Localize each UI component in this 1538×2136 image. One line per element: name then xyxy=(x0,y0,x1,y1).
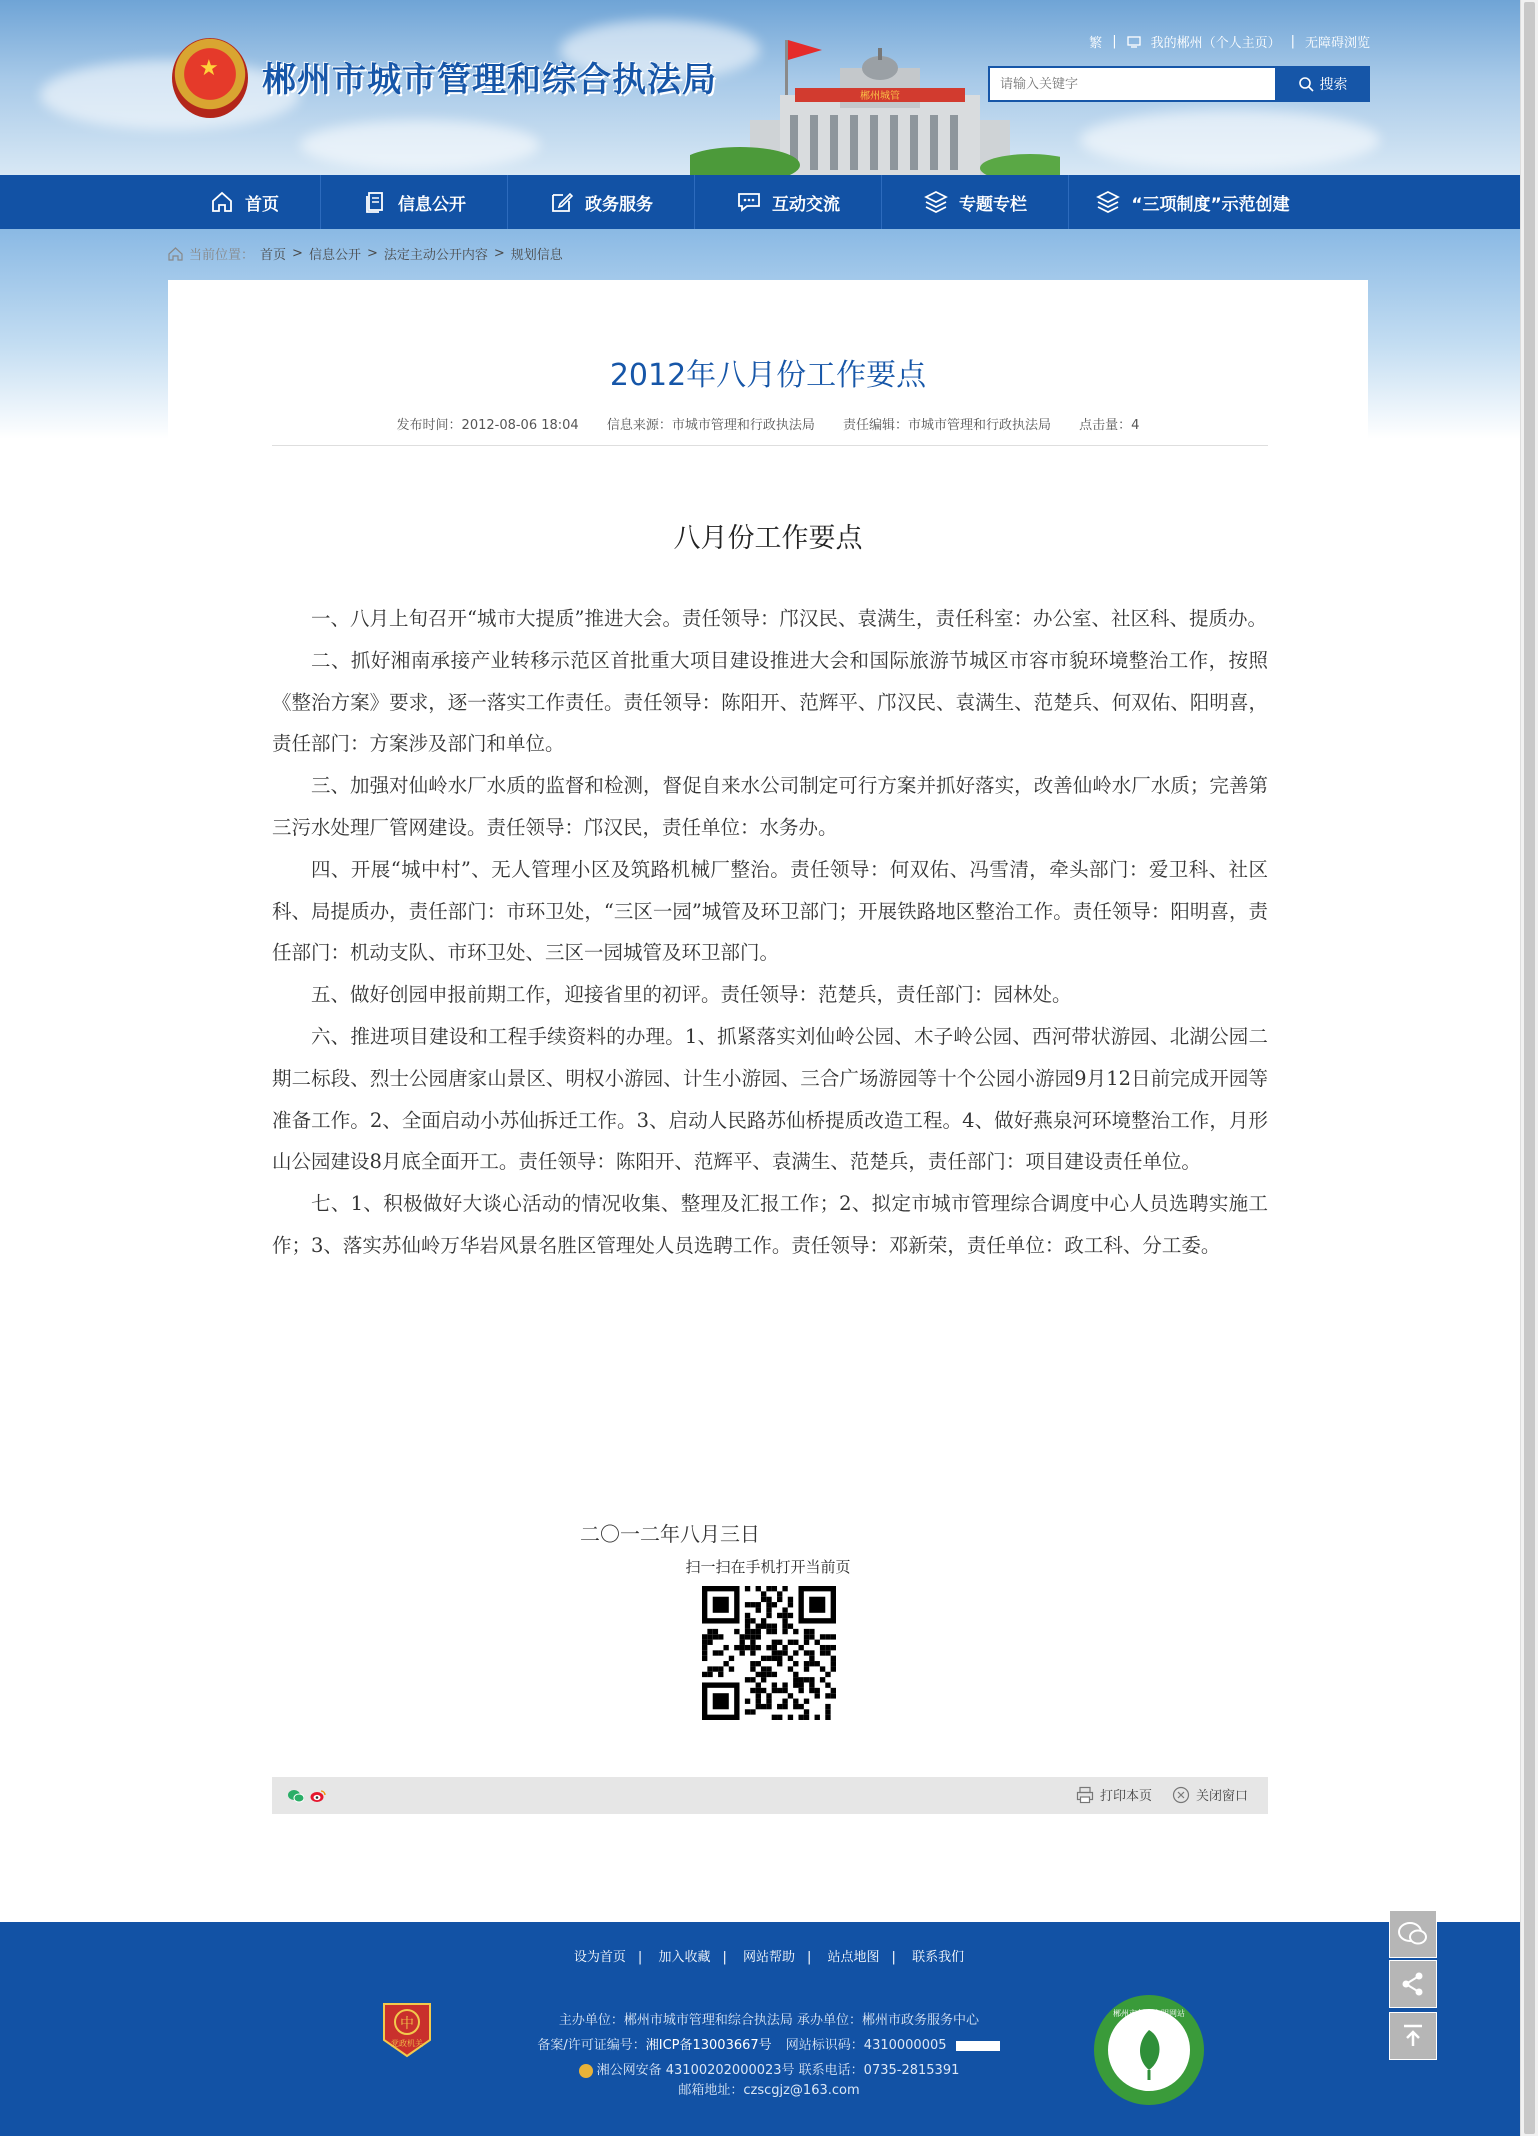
search-input[interactable] xyxy=(988,66,1275,102)
breadcrumb-sep: > xyxy=(292,246,303,261)
separator: | xyxy=(1290,34,1295,49)
email-line: 邮箱地址：czscgjz@163.com xyxy=(678,2083,860,2098)
svg-text:郴州城管: 郴州城管 xyxy=(860,91,900,102)
site-footer xyxy=(0,1922,1520,2136)
breadcrumb xyxy=(168,244,563,263)
nav-label: “三项制度”示范创建 xyxy=(1131,194,1290,215)
separator: | xyxy=(807,1950,812,1965)
site-title[interactable]: 郴州市城市管理和综合执法局 xyxy=(262,60,717,100)
nav-label: 信息公开 xyxy=(398,194,466,215)
site-header xyxy=(0,0,1520,175)
breadcrumb-prefix: 当前位置： xyxy=(189,248,255,263)
icp-link[interactable]: 湘ICP备13003667号 xyxy=(645,2038,772,2053)
wechat-share-icon[interactable] xyxy=(288,1789,304,1803)
footer-link-contact[interactable]: 联系我们 xyxy=(912,1950,965,1965)
svg-text:郴州市创建文明网站: 郴州市创建文明网站 xyxy=(1113,2009,1185,2018)
editor: 责任编辑：市城市管理和行政执法局 xyxy=(843,418,1052,433)
building-illustration xyxy=(690,40,1060,175)
nav-label: 互动交流 xyxy=(772,194,840,215)
top-links xyxy=(1089,32,1370,51)
nav-label: 首页 xyxy=(245,194,279,215)
article-panel xyxy=(168,280,1368,1910)
layers-icon xyxy=(1095,189,1121,215)
chat-icon xyxy=(736,189,762,215)
paragraph: 一、八月上旬召开“城市大提质”推进大会。责任领导：邝汉民、袁满生，责任科室：办公室、社区科、提质办。 xyxy=(311,607,1267,630)
site-id-badge-icon xyxy=(955,2040,1001,2052)
nav-item-interaction[interactable] xyxy=(695,175,882,229)
home-icon xyxy=(168,247,183,261)
search-icon xyxy=(1298,76,1314,92)
footer-info xyxy=(0,2008,1520,2099)
nav-item-gov-service[interactable] xyxy=(508,175,695,229)
document-icon xyxy=(362,189,388,215)
qr-code-icon xyxy=(702,1586,836,1720)
divider xyxy=(272,445,1268,446)
police-line xyxy=(0,2058,1520,2083)
breadcrumb-sep: > xyxy=(366,246,378,261)
article-date: 二〇一二年八月三日 xyxy=(580,1522,760,1546)
separator: | xyxy=(722,1950,727,1965)
separator: | xyxy=(637,1950,643,1965)
paragraph: 四、开展“城中村”、无人管理小区及筑路机械厂整治。责任领导：何双佑、冯雪清，牵头部门：爱卫科、社区科、局提质办，责任部门：市环卫处，“三区一园”城管及环卫部门；开展铁路地区整治工作。责任领导：阳明喜，责任部门：机动支队、市环卫处、三区一园城管及环卫部门。 xyxy=(272,857,1268,965)
breadcrumb-item-home[interactable]: 首页 xyxy=(260,248,287,263)
my-page-link[interactable]: 我的郴州（个人主页） xyxy=(1150,36,1281,51)
scrollbar-thumb[interactable] xyxy=(1524,2,1535,2134)
share-icon xyxy=(1399,1970,1427,1998)
search-button-label: 搜索 xyxy=(1319,77,1348,93)
article-title: 2012年八月份工作要点 xyxy=(609,358,927,393)
main-nav xyxy=(0,175,1520,229)
page-scrollbar[interactable] xyxy=(1520,0,1538,2136)
article-meta xyxy=(168,414,1368,433)
nav-item-info-public[interactable] xyxy=(321,175,508,229)
paragraph: 二、抓好湘南承接产业转移示范区首批重大项目建设推进大会和国际旅游节城区市容市貌环境整治工作，按照《整治方案》要求，逐一落实工作责任。责任领导：陈阳开、范辉平、邝汉民、袁满生、范楚兵、何双佑、阳明喜，责任部门：方案涉及部门和单位。 xyxy=(272,648,1268,756)
scan-hint: 扫一扫在手机打开当前页 xyxy=(685,1558,851,1576)
nav-item-special-topics[interactable] xyxy=(882,175,1069,229)
paragraph: 五、做好创园申报前期工作，迎接省里的初评。责任领导：范楚兵，责任部门：园林处。 xyxy=(311,983,1072,1007)
breadcrumb-item-info[interactable]: 信息公开 xyxy=(308,248,361,263)
monitor-icon xyxy=(1127,36,1141,48)
paragraph: 三、加强对仙岭水厂水质的监督和检测，督促自来水公司制定可行方案并抓好落实，改善仙岭水厂水质；完善第三污水处理厂管网建设。责任领导：邝汉民，责任单位：水务办。 xyxy=(272,774,1268,839)
footer-link-favorite[interactable]: 加入收藏 xyxy=(658,1950,711,1965)
nav-label: 政务服务 xyxy=(585,194,653,215)
accessible-browse-link[interactable]: 无障碍浏览 xyxy=(1304,36,1370,51)
layers-icon xyxy=(923,189,949,215)
footer-link-homepage[interactable]: 设为首页 xyxy=(573,1950,626,1965)
paragraph: 六、推进项目建设和工程手续资料的办理。1、抓紧落实刘仙岭公园、木子岭公园、西河带状游园、北湖公园二期二标段、烈士公园唐家山景区、明权小游园、计生小游园、三合广场游园等十个公园小游园9月12日前完成开园等准备工作。2、全面启动小苏仙拆迁工作。3、启动人民路苏仙桥提质改造工程。4、做好燕泉河环境整治工作，月形山公园建设8月底全面开工。责任领导：陈阳开、范辉平、袁满生、范楚兵，责任部门：项目建设责任单位。 xyxy=(272,1024,1268,1174)
article-subtitle: 八月份工作要点 xyxy=(673,523,863,554)
search-box xyxy=(988,66,1370,102)
back-to-top-button[interactable] xyxy=(1389,2012,1437,2060)
sponsor-line: 主办单位：郴州市城市管理和综合执法局 承办单位：郴州市政务服务中心 xyxy=(558,2013,980,2028)
svg-text:中: 中 xyxy=(400,2016,414,2032)
police-record[interactable]: 湘公网安备 43100202000023号 联系电话：0735-2815391 xyxy=(596,2063,960,2078)
wechat-float-button[interactable] xyxy=(1389,1910,1437,1958)
search-button[interactable] xyxy=(1275,66,1370,102)
edit-icon xyxy=(549,189,575,215)
nav-item-three-systems[interactable] xyxy=(1069,175,1316,229)
breadcrumb-sep: > xyxy=(493,246,505,261)
click-count: 点击量：4 xyxy=(1079,418,1140,433)
print-button[interactable] xyxy=(1076,1785,1152,1804)
share-bar xyxy=(272,1777,1268,1814)
weibo-share-icon[interactable] xyxy=(310,1789,326,1803)
separator: | xyxy=(1112,34,1117,49)
paragraph: 七、1、积极做好大谈心活动的情况收集、整理及汇报工作；2、拟定市城市管理综合调度中心人员选聘实施工作；3、落实苏仙岭万华岩风景名胜区管理处人员选聘工作。责任领导：邓新荣，责任单位：政工科、分工委。 xyxy=(272,1192,1268,1257)
icp-line xyxy=(0,2033,1520,2058)
close-icon xyxy=(1172,1786,1190,1804)
traditional-chinese-link[interactable]: 繁 xyxy=(1089,36,1103,51)
civilized-website-badge-icon[interactable] xyxy=(1093,1994,1205,2106)
publish-time: 发布时间：2012-08-06 18:04 xyxy=(396,418,579,433)
nav-item-home[interactable] xyxy=(168,175,321,229)
printer-icon xyxy=(1076,1786,1094,1804)
nav-label: 专题专栏 xyxy=(959,194,1027,215)
print-label: 打印本页 xyxy=(1099,1789,1152,1804)
site-id: 网站标识码：4310000005 xyxy=(785,2038,947,2053)
close-window-button[interactable] xyxy=(1172,1785,1248,1804)
footer-link-help[interactable]: 网站帮助 xyxy=(742,1950,795,1965)
separator: | xyxy=(891,1950,896,1965)
national-emblem-icon: ★ xyxy=(172,38,248,118)
article-body xyxy=(272,598,1268,1267)
breadcrumb-item-plan[interactable]: 规划信息 xyxy=(510,248,563,263)
footer-links xyxy=(0,1946,1520,1965)
icp-label: 备案/许可证编号： xyxy=(537,2038,646,2053)
wechat-icon xyxy=(1398,1921,1428,1947)
home-icon xyxy=(209,189,235,215)
info-source: 信息来源：市城市管理和行政执法局 xyxy=(606,418,815,433)
close-label: 关闭窗口 xyxy=(1195,1789,1248,1804)
arrow-up-icon xyxy=(1400,2022,1426,2050)
footer-link-sitemap[interactable]: 站点地图 xyxy=(827,1950,880,1965)
police-badge-icon xyxy=(579,2064,593,2078)
breadcrumb-item-legal[interactable]: 法定主动公开内容 xyxy=(383,248,488,263)
svg-text:党政机关: 党政机关 xyxy=(391,2039,423,2048)
share-float-button[interactable] xyxy=(1389,1960,1437,2008)
